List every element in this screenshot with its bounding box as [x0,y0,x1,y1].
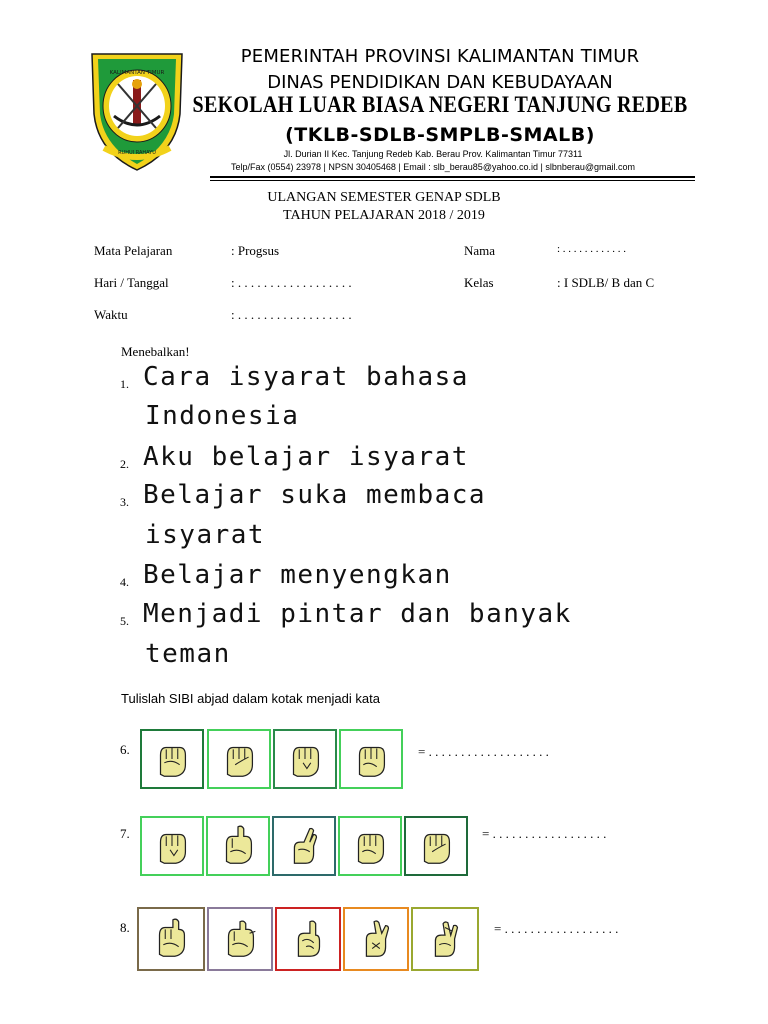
sign-box [207,729,271,789]
trace-line: Menjadi pintar dan banyak [143,599,572,629]
sign-box [411,907,479,971]
hand-sign-icon [422,916,468,962]
svg-text:KALIMANTAN TIMUR: KALIMANTAN TIMUR [109,70,165,76]
sign-box [343,907,409,971]
answer-blank[interactable]: = . . . . . . . . . . . . . . . . . . [494,921,619,936]
sign-box [206,816,270,876]
sign-box [140,816,204,876]
item-number: 2. [120,457,129,471]
exam-title: ULANGAN SEMESTER GENAP SDLB [267,190,501,205]
letterhead-school-name: SEKOLAH LUAR BIASA NEGERI TANJUNG REDEB [192,92,688,118]
hand-sign-icon [149,736,195,782]
svg-text:RUHUI RAHAYU: RUHUI RAHAYU [118,150,156,156]
subject-label: Mata Pelajaran [94,243,173,258]
trace-line: Aku belajar isyarat [143,442,469,472]
question-number: 8. [120,920,130,935]
trace-line: teman [145,639,231,669]
letterhead-divider [210,176,695,178]
trace-line: Indonesia [145,401,300,431]
trace-line: Belajar suka membaca [143,480,487,510]
class-value: : I SDLB/ B dan C [557,275,655,290]
letterhead-department: DINAS PENDIDIKAN DAN KEBUDAYAAN [267,72,613,93]
time-label: Waktu [94,307,128,322]
sign-box [140,729,204,789]
hand-sign-icon [282,736,328,782]
answer-blank[interactable]: = . . . . . . . . . . . . . . . . . . [482,826,607,841]
letterhead-government: PEMERINTAH PROVINSI KALIMANTAN TIMUR [240,46,640,67]
item-number: 1. [120,377,129,391]
trace-line: Belajar menyengkan [143,560,452,590]
letterhead-address: Jl. Durian II Kec. Tanjung Redeb Kab. Berau Prov. Kalimantan Timur 77311 [283,149,583,159]
answer-blank[interactable]: = . . . . . . . . . . . . . . . . . . . [418,744,549,759]
date-value[interactable]: : . . . . . . . . . . . . . . . . . . [231,275,352,290]
sign-instruction: Tulislah SIBI abjad dalam kotak menjadi kata [121,691,380,706]
sign-box [404,816,468,876]
tracing-instruction: Menebalkan! [121,344,190,359]
time-value[interactable]: : . . . . . . . . . . . . . . . . . . [231,307,352,322]
sign-box [339,729,403,789]
letterhead-divider-thin [210,180,695,181]
sign-box [338,816,402,876]
hand-sign-icon [215,823,261,869]
question-number: 6. [120,742,130,757]
name-value[interactable]: : . . . . . . . . . . . . [557,243,627,255]
hand-sign-icon [217,916,263,962]
trace-line: Cara isyarat bahasa [143,362,469,392]
hand-sign-icon [216,736,262,782]
class-label: Kelas [464,275,494,290]
name-label: Nama [464,243,496,258]
sign-box [207,907,273,971]
trace-line: isyarat [145,520,266,550]
hand-sign-icon [413,823,459,869]
hand-sign-icon [281,823,327,869]
item-number: 3. [120,495,129,509]
exam-year: TAHUN PELAJARAN 2018 / 2019 [283,208,485,223]
date-label: Hari / Tanggal [94,275,169,290]
letterhead-contact: Telp/Fax (0554) 23978 | NPSN 30405468 | Email : slb_berau85@yahoo.co.id | slbnberau@gmail.com [230,162,635,172]
item-number: 4. [120,575,129,589]
letterhead-levels: (TKLB-SDLB-SMPLB-SMALB) [285,124,595,146]
hand-sign-icon [353,916,399,962]
hand-sign-icon [148,916,194,962]
hand-sign-icon [347,823,393,869]
sign-box [273,729,337,789]
hand-sign-icon [348,736,394,782]
subject-value: : Progsus [231,243,280,258]
sign-box [137,907,205,971]
question-number: 7. [120,826,130,841]
sign-box [275,907,341,971]
hand-sign-icon [149,823,195,869]
sign-box [272,816,336,876]
item-number: 5. [120,614,129,628]
hand-sign-icon [285,916,331,962]
